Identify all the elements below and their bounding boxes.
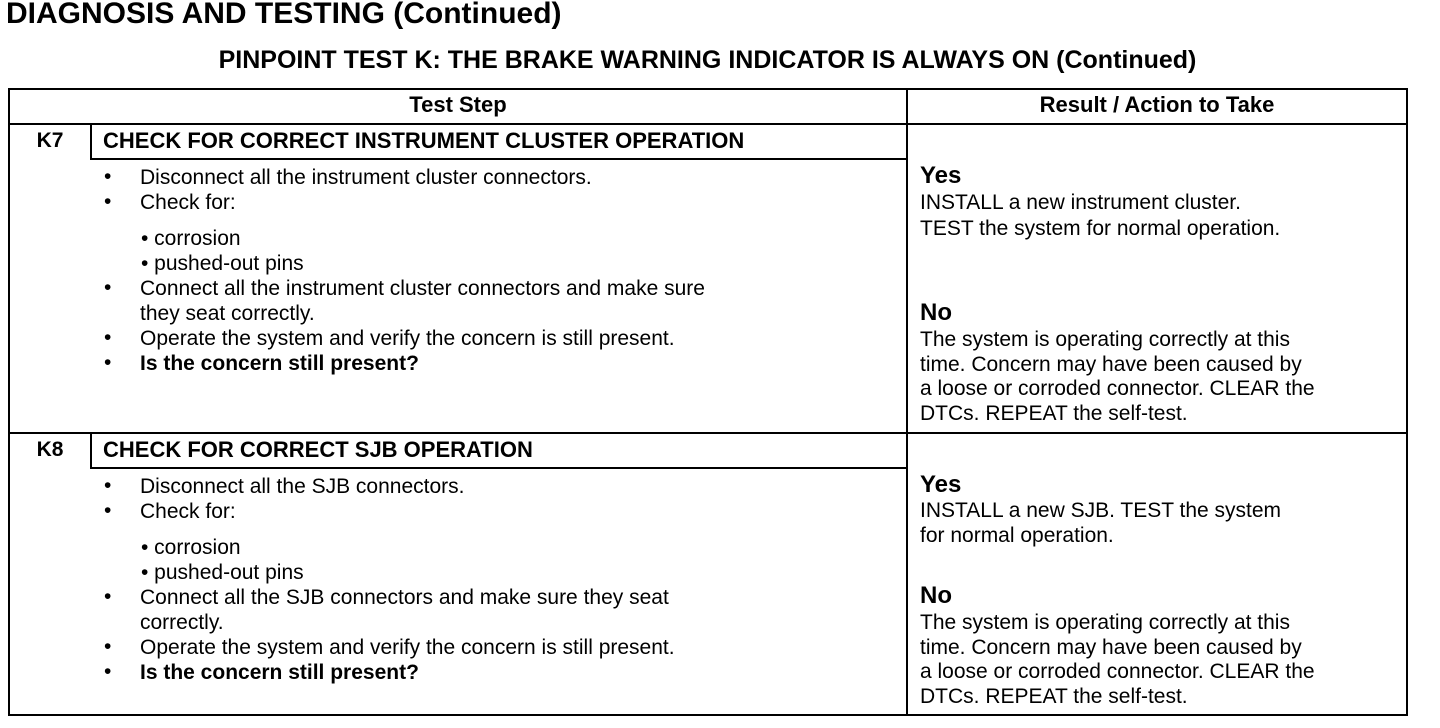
table-border-top [8,88,1408,90]
check-item: • corrosion [141,536,241,559]
table-border-right [1406,88,1408,716]
bullet-icon: • [104,165,112,188]
k8-id-divider [90,432,92,469]
page-heading: DIAGNOSIS AND TESTING (Continued) [6,0,562,30]
k7-title-divider [90,158,908,160]
result-yes-label: Yes [920,471,962,498]
step-id: K8 [36,438,64,461]
k7-id-divider [90,123,92,160]
step-instruction: Disconnect all the instrument cluster connectors. [140,166,592,189]
bullet-icon: • [104,190,112,213]
step-question: Is the concern still present? [140,352,419,375]
result-no-text: DTCs. REPEAT the self-test. [920,402,1188,425]
k8-title-divider [90,467,908,469]
column-divider [906,88,908,716]
step-instruction: Connect all the SJB connectors and make sure they seat [140,586,669,609]
result-no-label: No [920,582,952,609]
result-no-text: a loose or corroded connector. CLEAR the [920,660,1315,683]
result-no-text: time. Concern may have been caused by [920,636,1302,659]
bullet-icon: • [104,635,112,658]
bullet-icon: • [104,660,112,683]
result-yes-text: for normal operation. [920,524,1114,547]
bullet-icon: • [104,276,112,299]
step-title: CHECK FOR CORRECT INSTRUMENT CLUSTER OPERATION [103,128,745,153]
step-instruction: Operate the system and verify the concern is still present. [140,327,675,350]
result-no-text: The system is operating correctly at this [920,328,1290,351]
row-divider [8,432,1408,434]
step-instruction: Check for: [140,500,236,523]
check-item: • corrosion [141,227,241,250]
check-item: • pushed-out pins [141,561,304,584]
step-question: Is the concern still present? [140,661,419,684]
result-no-text: time. Concern may have been caused by [920,353,1302,376]
result-no-text: The system is operating correctly at this [920,611,1290,634]
table-border-left [8,88,10,716]
bullet-icon: • [104,474,112,497]
result-no-label: No [920,299,952,326]
bullet-icon: • [104,351,112,374]
step-instruction-continued: correctly. [140,611,224,634]
result-yes-text: INSTALL a new instrument cluster. [920,191,1241,214]
bullet-icon: • [104,585,112,608]
header-row-divider [8,123,1408,125]
pinpoint-test-title: PINPOINT TEST K: THE BRAKE WARNING INDICATOR IS ALWAYS ON (Continued) [218,46,1197,74]
table-border-bottom [8,714,1408,716]
bullet-icon: • [104,326,112,349]
step-instruction-continued: they seat correctly. [140,302,315,325]
step-instruction: Disconnect all the SJB connectors. [140,475,465,498]
header-result-action: Result / Action to Take [1039,92,1275,117]
result-yes-label: Yes [920,162,962,189]
step-instruction: Connect all the instrument cluster connectors and make sure [140,277,705,300]
header-test-step: Test Step [409,92,507,117]
step-instruction: Operate the system and verify the concern is still present. [140,636,675,659]
bullet-icon: • [104,499,112,522]
step-instruction: Check for: [140,191,236,214]
result-no-text: DTCs. REPEAT the self-test. [920,685,1188,708]
result-yes-text: TEST the system for normal operation. [920,217,1281,240]
step-id: K7 [36,129,64,152]
result-yes-text: INSTALL a new SJB. TEST the system [920,499,1282,522]
step-title: CHECK FOR CORRECT SJB OPERATION [103,437,533,462]
result-no-text: a loose or corroded connector. CLEAR the [920,377,1315,400]
check-item: • pushed-out pins [141,252,304,275]
